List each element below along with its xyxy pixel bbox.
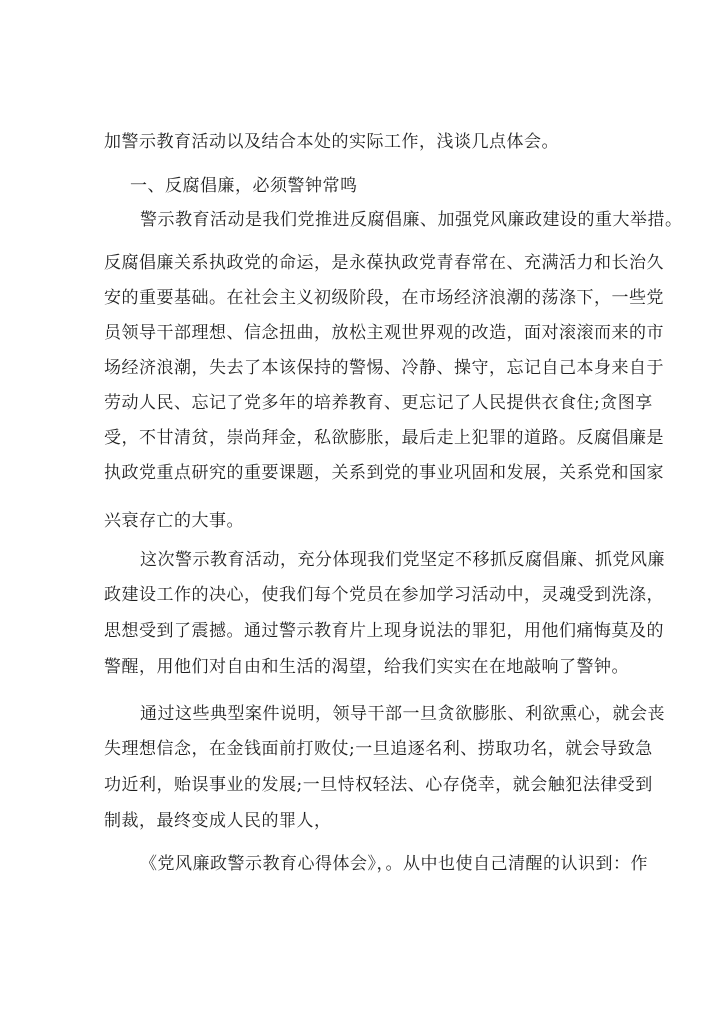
- text-line-1: 加警示教育活动以及结合本处的实际工作，浅谈几点体会。: [104, 132, 559, 152]
- text-line-20: 《党风廉政警示教育心得体会》，。从中也使自己清醒的认识到：作: [140, 854, 648, 874]
- text-line-6: 员领导干部理想、信念扭曲，放松主观世界观的改造，面对滚滚而来的市: [104, 323, 664, 343]
- text-line-3: 警示教育活动是我们党推进反腐倡廉、加强党风廉政建设的重大举措。: [140, 210, 683, 230]
- text-line-19: 制裁，最终变成人民的罪人，: [104, 811, 332, 831]
- text-line-15: 警醒，用他们对自由和生活的渴望，给我们实实在在地敲响了警钟。: [104, 657, 629, 677]
- section-heading: 一、反腐倡廉，必须警钟常鸣: [130, 176, 358, 196]
- text-line-12: 这次警示教育活动，充分体现我们党坚定不移抓反腐倡廉、抓党风廉: [140, 550, 665, 570]
- text-line-18: 功近利，贻误事业的发展;一旦恃权轻法、心存侥幸，就会触犯法律受到: [104, 775, 653, 795]
- text-line-11: 兴衰存亡的大事。: [104, 511, 244, 531]
- text-line-16: 通过这些典型案件说明，领导干部一旦贪欲膨胀、利欲熏心，就会丧: [140, 704, 665, 724]
- text-line-9: 受，不甘清贫，崇尚拜金，私欲膨胀，最后走上犯罪的道路。反腐倡廉是: [104, 428, 664, 448]
- text-line-10: 执政党重点研究的重要课题，关系到党的事业巩固和发展，关系党和国家: [104, 463, 664, 483]
- text-line-4: 反腐倡廉关系执政党的命运，是永葆执政党青春常在、充满活力和长治久: [104, 253, 664, 273]
- text-line-8: 劳动人民、忘记了党多年的培养教育、更忘记了人民提供衣食住;贪图享: [104, 393, 653, 413]
- text-line-14: 思想受到了震撼。通过警示教育片上现身说法的罪犯，用他们痛悔莫及的: [104, 621, 664, 641]
- text-line-5: 安的重要基础。在社会主义初级阶段，在市场经济浪潮的荡涤下，一些党: [104, 288, 664, 308]
- text-line-17: 失理想信念，在金钱面前打败仗;一旦追逐名利、捞取功名，就会导致急: [104, 739, 653, 759]
- text-line-7: 场经济浪潮，失去了本该保持的警惕、冷静、操守，忘记自己本身来自于: [104, 358, 664, 378]
- text-line-13: 政建设工作的决心，使我们每个党员在参加学习活动中，灵魂受到洗涤，: [104, 585, 664, 605]
